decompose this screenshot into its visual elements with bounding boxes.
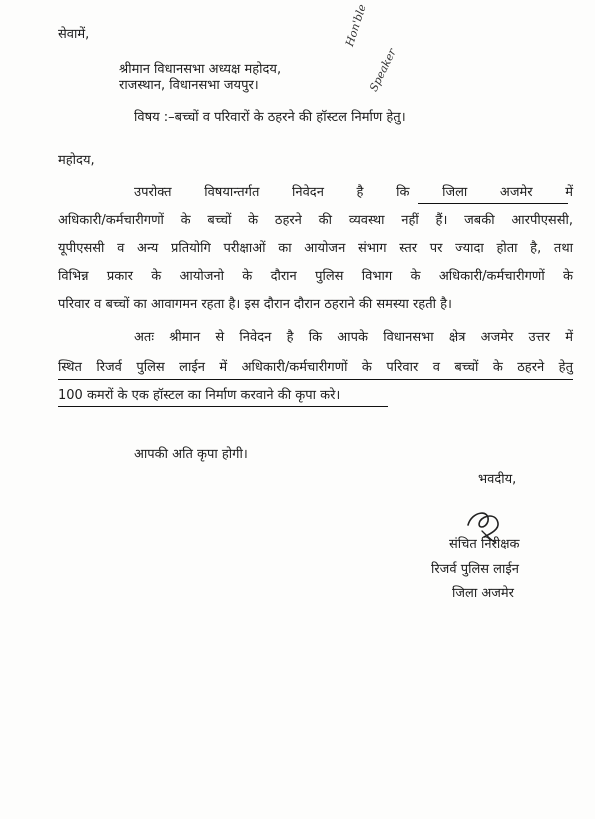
body-p1-line1: उपरोक्त विषयान्तर्गत निवेदन है कि जिला अजमेर में [134, 185, 573, 200]
body-p2-line2: स्थित रिजर्व पुलिस लाईन में अधिकारी/कर्मचारीगणों के परिवार व बच्चों के ठहरने हेतु [58, 360, 573, 375]
handwritten-note-2 [367, 47, 399, 94]
closing-line: आपकी अति कृपा होगी। [134, 447, 248, 462]
underline-district [418, 203, 568, 204]
underline-line2 [58, 379, 573, 380]
greeting: महोदय, [58, 153, 95, 168]
body-p1-line2: अधिकारी/कर्मचारीगणों के बच्चों के ठहरने की व्यवस्था नहीं हैं। जबकी आरपीएससी, [58, 213, 573, 228]
salutation: सेवामें, [58, 27, 90, 42]
body-p2-line1: अतः श्रीमान से निवेदन है कि आपके विधानसभा क्षेत्र अजमेर उत्तर में [134, 330, 573, 345]
handwritten-note-line2: Speaker [367, 46, 399, 94]
underline-line3 [58, 406, 388, 407]
body-p1-line4: विभिन्न प्रकार के आयोजनो के दौरान पुलिस विभाग के अधिकारी/कर्मचारीगणों के [58, 269, 573, 284]
body-p1-line5: परिवार व बच्चों का आवागमन रहता है। इस दौरान दौरान ठहराने की समस्या रहती है। [58, 297, 452, 312]
recipient-line2: राजस्थान, विधानसभा जयपुर। [119, 78, 259, 93]
body-p1-line3: यूपीएससी व अन्य प्रतियोगि परीक्षाओं का आयोजन संभाग स्तर पर ज्यादा होता है, तथा [58, 241, 573, 256]
signoff-district: जिला अजमेर [452, 586, 514, 601]
subject-line: विषय :–बच्चों व परिवारों के ठहरने की हॉस्टल निर्माण हेतु। [134, 110, 406, 125]
signoff-unit: रिजर्व पुलिस लाईन [431, 562, 519, 577]
handwritten-note-line1: Hon'ble [343, 2, 369, 49]
signoff-title: संचित निरीक्षक [449, 537, 520, 552]
signoff-yours: भवदीय, [478, 472, 517, 487]
handwritten-note [343, 3, 369, 48]
body-p2-line3: 100 कमरों के एक हॉस्टल का निर्माण करवाने की कृपा करे। [58, 388, 341, 403]
recipient-line1: श्रीमान विधानसभा अध्यक्ष महोदय, [119, 62, 282, 77]
